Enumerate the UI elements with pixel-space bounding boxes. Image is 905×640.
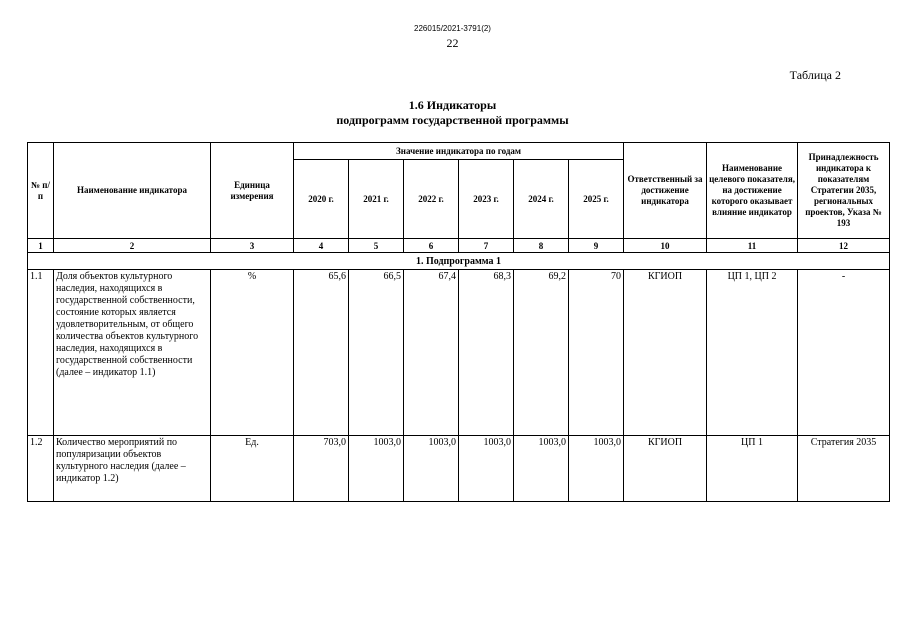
row-unit: % <box>211 270 294 436</box>
header-year: 2024 г. <box>514 160 569 239</box>
header-year: 2021 г. <box>349 160 404 239</box>
table-label: Таблица 2 <box>789 68 841 82</box>
header-year: 2023 г. <box>459 160 514 239</box>
column-number: 7 <box>459 239 514 253</box>
table-row <box>28 436 890 502</box>
column-number: 2 <box>54 239 211 253</box>
column-numbers-row <box>28 239 890 253</box>
column-number: 1 <box>28 239 54 253</box>
header-num: № п/п <box>28 143 54 239</box>
row-value: 65,6 <box>294 270 349 436</box>
row-value: 66,5 <box>349 270 404 436</box>
subprogram-row <box>28 253 890 270</box>
row-value: 1003,0 <box>459 436 514 502</box>
row-target-indicator: ЦП 1 <box>707 436 798 502</box>
title-line-1: 1.6 Индикаторы <box>408 98 497 112</box>
header-values-by-year: Значение индикатора по годам <box>294 143 624 160</box>
row-responsible: КГИОП <box>624 436 707 502</box>
row-belonging: - <box>798 270 890 436</box>
table-row <box>28 270 890 436</box>
subprogram-title: 1. Подпрограмма 1 <box>28 253 890 270</box>
header-belonging: Принадлежность индикатора к показателям Стратегии 2035, региональных проектов, Указа № 193 <box>798 143 890 239</box>
header-indicator-name: Наименование индикатора <box>54 143 211 239</box>
header-year: 2020 г. <box>294 160 349 239</box>
row-value: 1003,0 <box>404 436 459 502</box>
document-id: 226015/2021-3791(2) <box>414 24 491 33</box>
row-num: 1.2 <box>28 436 54 502</box>
column-number: 9 <box>569 239 624 253</box>
column-number: 10 <box>624 239 707 253</box>
row-value: 67,4 <box>404 270 459 436</box>
column-number: 6 <box>404 239 459 253</box>
column-number: 8 <box>514 239 569 253</box>
row-belonging: Стратегия 2035 <box>798 436 890 502</box>
column-number: 12 <box>798 239 890 253</box>
row-num: 1.1 <box>28 270 54 436</box>
header-responsible: Ответственный за достижение индикатора <box>624 143 707 239</box>
header-unit: Единица измерения <box>211 143 294 239</box>
header-year: 2025 г. <box>569 160 624 239</box>
page-number: 22 <box>446 36 459 50</box>
row-target-indicator: ЦП 1, ЦП 2 <box>707 270 798 436</box>
column-number: 5 <box>349 239 404 253</box>
row-value: 1003,0 <box>514 436 569 502</box>
row-indicator-name: Доля объектов культурного наследия, находящихся в государственной собственности, состояние которых является удовлетворительным, от общего количества объектов культурного наследия, находящихся в государственной собственности (далее – индикатор 1.1) <box>54 270 211 436</box>
title-line-2: подпрограмм государственной программы <box>336 113 569 127</box>
row-value: 69,2 <box>514 270 569 436</box>
table-title <box>0 98 905 128</box>
row-indicator-name: Количество мероприятий по популяризации объектов культурного наследия (далее – индикатор 1.2) <box>54 436 211 502</box>
row-value: 703,0 <box>294 436 349 502</box>
row-unit: Ед. <box>211 436 294 502</box>
row-responsible: КГИОП <box>624 270 707 436</box>
header-year: 2022 г. <box>404 160 459 239</box>
row-value: 1003,0 <box>349 436 404 502</box>
column-number: 11 <box>707 239 798 253</box>
row-value: 1003,0 <box>569 436 624 502</box>
header-target-indicator: Наименование целевого показателя, на достижение которого оказывает влияние индикатор <box>707 143 798 239</box>
column-number: 3 <box>211 239 294 253</box>
row-value: 68,3 <box>459 270 514 436</box>
column-number: 4 <box>294 239 349 253</box>
row-value: 70 <box>569 270 624 436</box>
indicators-table <box>27 142 890 502</box>
